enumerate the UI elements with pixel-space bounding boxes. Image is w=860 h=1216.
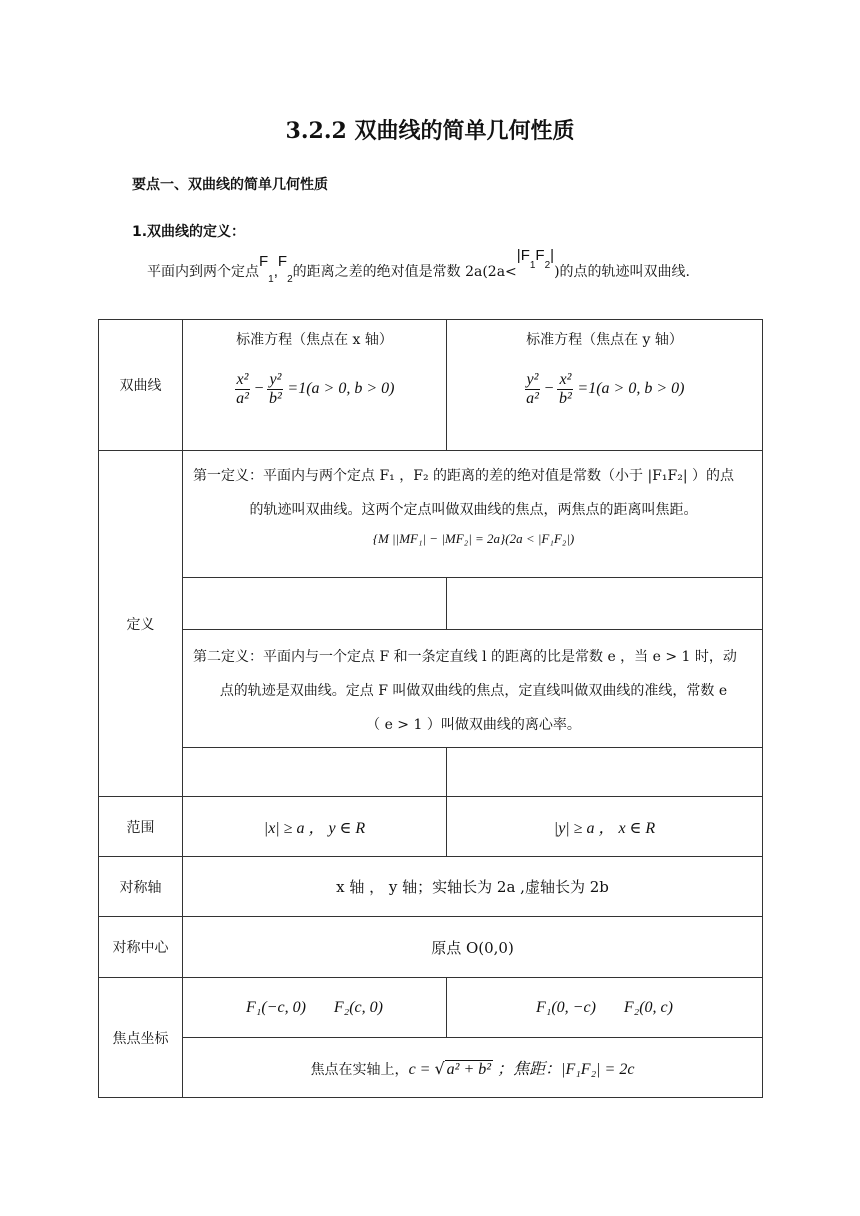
row-definition-second	[99, 630, 763, 748]
intro-paragraph	[147, 247, 690, 285]
section-heading: 要点一、双曲线的简单几何性质	[132, 177, 328, 193]
range-x-axis: |x| ≥ a ， y ∈ R	[183, 797, 447, 857]
first-def-line-1: 第一定义：平面内与两个定点 F₁ ，F₂ 的距离的差的绝对值是常数（小于 |F₁F₂| ）的点	[193, 468, 734, 484]
row-symmetry-axis	[99, 857, 763, 917]
intro-text-1: 平面内到两个定点	[147, 264, 259, 280]
intro-f2-sub: 2	[287, 274, 293, 285]
subsection-heading: 1.双曲线的定义：	[132, 224, 246, 240]
header-x-axis: 标准方程（焦点在 x 轴）	[236, 332, 393, 348]
second-def-line-3: （ e > 1 ）叫做双曲线的离心率。	[366, 717, 581, 733]
row-definition-first	[99, 451, 763, 578]
foci-x-axis: F₁(−c, 0) F₂(c, 0)	[183, 978, 447, 1038]
frac-num: x²	[236, 371, 249, 388]
header-y-axis: 标准方程（焦点在 y 轴）	[526, 332, 683, 348]
intro-text-3: )的点的轨迹叫双曲线.	[554, 264, 690, 280]
properties-table	[98, 319, 763, 1098]
intro-abs-open: |F	[516, 247, 530, 264]
intro-f3-sub: 1	[529, 260, 536, 271]
empty-cell	[183, 578, 447, 630]
first-def-set: {M ||MF₁| − |MF₂| = 2a}(2a < |F₁F₂|)	[372, 531, 575, 546]
label-symmetry-center: 对称中心	[99, 917, 183, 978]
fraction-x2-b2	[557, 371, 573, 408]
intro-f4-sub: 2	[544, 260, 551, 271]
equation-y-axis: $\frac{\text{y²}}{\text{a²}}$ − $\frac{\text{x²}}{\text{b²}}$ =1(a > 0, b > 0)	[526, 371, 685, 407]
row-symmetry-center	[99, 917, 763, 978]
intro-f4: F	[535, 247, 545, 264]
cell-first-definition	[183, 451, 763, 578]
label-hyperbola: 双曲线	[99, 320, 183, 451]
row-hyperbola	[99, 320, 763, 451]
frac-num: x²	[559, 371, 572, 388]
frac-den: a²	[236, 390, 249, 407]
label-symmetry-axis: 对称轴	[99, 857, 183, 917]
label-range: 范围	[99, 797, 183, 857]
symmetry-axis-value: x 轴 ， y 轴；实轴长为 2a ,虚轴长为 2b	[183, 857, 763, 917]
first-definition	[183, 451, 762, 551]
row-definition-empty-2	[99, 748, 763, 797]
foci-tail: ；焦距：|F₁F₂| = 2c	[493, 1061, 635, 1078]
foci-y-axis: F₁(0, −c) F₂(0, c)	[447, 978, 763, 1038]
frac-num: y²	[269, 371, 282, 388]
intro-abs-close: |	[550, 247, 555, 264]
row-foci-note	[99, 1038, 763, 1098]
equation-tail: =1(a > 0, b > 0)	[577, 380, 685, 398]
empty-cell	[183, 748, 447, 797]
intro-f2: F	[277, 253, 288, 270]
cell-y-axis-equation	[447, 320, 763, 451]
equation-x-axis: $\frac{\text{x²}}{\text{a²}}$ − $\frac{\text{y²}}{\text{b²}}$ =1(a > 0, b > 0)	[236, 371, 395, 407]
empty-cell	[447, 578, 763, 630]
foci-note-text: 焦点在实轴上，	[310, 1062, 409, 1078]
intro-comma: ,	[273, 263, 278, 280]
second-def-line-2: 点的轨迹是双曲线。定点 F 叫做双曲线的焦点，定直线叫做双曲线的准线，常数 e	[219, 683, 728, 699]
intro-f1: F	[259, 253, 269, 270]
cell-x-axis-equation	[183, 320, 447, 451]
range-y-axis: |y| ≥ a ， x ∈ R	[447, 797, 763, 857]
page-title: 3.2.2 双曲线的简单几何性质	[285, 118, 575, 144]
intro-f1-sub: 1	[268, 274, 274, 285]
second-def-line-1: 第二定义：平面内与一个定点 F 和一条定直线 l 的距离的比是常数 e ，当 e > 1 时，动	[193, 649, 737, 665]
label-foci: 焦点坐标	[99, 978, 183, 1098]
row-foci	[99, 978, 763, 1038]
symmetry-center-value: 原点 O(0,0)	[183, 917, 763, 978]
row-range	[99, 797, 763, 857]
second-definition	[183, 630, 762, 742]
fraction-y2-a2	[525, 371, 541, 408]
foci-sqrt: a² + b²	[446, 1061, 492, 1078]
frac-den: a²	[526, 390, 539, 407]
frac-den: b²	[269, 390, 282, 407]
cell-second-definition	[183, 630, 763, 748]
label-definition: 定义	[99, 451, 183, 797]
foci-c-eq: c =	[408, 1061, 435, 1078]
foci-note: 焦点在实轴上，c = √ a² + b² ；焦距：|F₁F₂| = 2c	[183, 1038, 763, 1098]
frac-den: b²	[559, 390, 572, 407]
intro-text-2: 的距离之差的绝对值是常数 2a(2a<	[292, 264, 517, 280]
first-def-line-2: 的轨迹叫双曲线。这两个定点叫做双曲线的焦点，两焦点的距离叫焦距。	[249, 502, 698, 518]
fraction-x2-a2	[235, 371, 251, 408]
row-definition-empty-1	[99, 578, 763, 630]
frac-num: y²	[526, 371, 539, 388]
empty-cell	[447, 748, 763, 797]
fraction-y2-b2	[267, 371, 283, 408]
equation-tail: =1(a > 0, b > 0)	[287, 380, 395, 398]
